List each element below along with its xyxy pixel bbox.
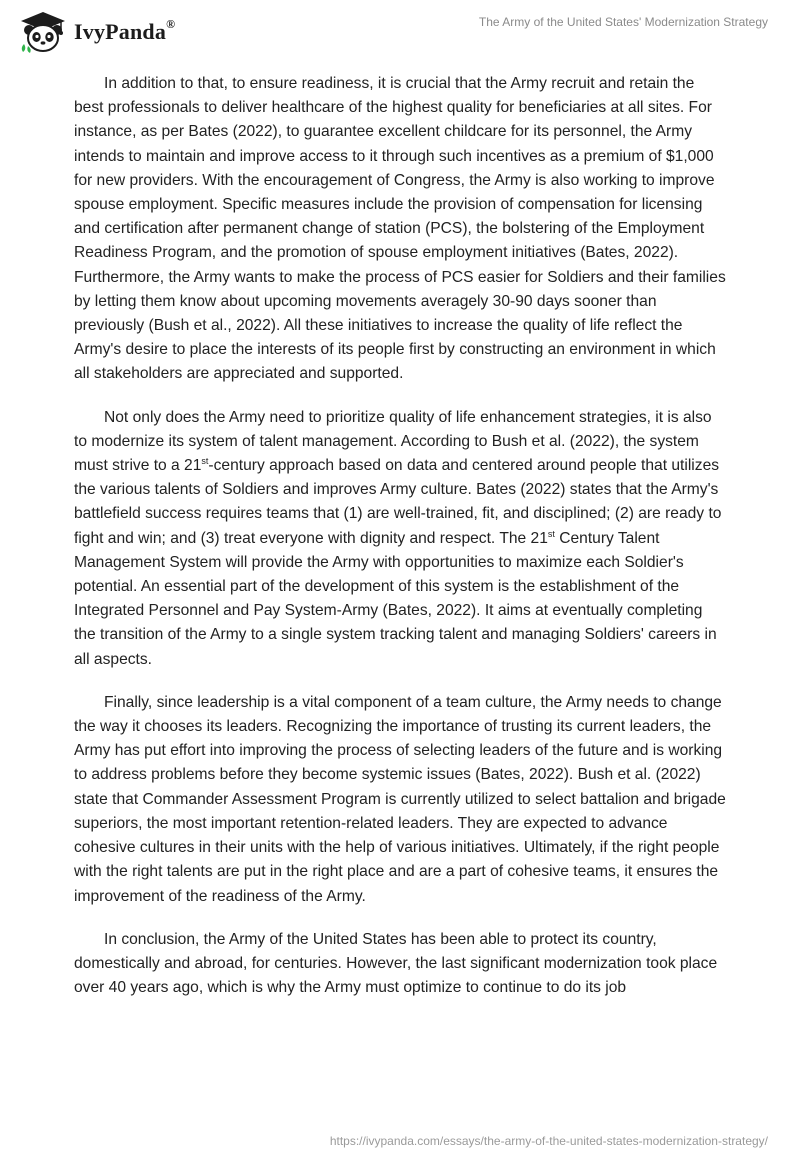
page-header bbox=[0, 0, 800, 60]
source-url-link[interactable]: https://ivypanda.com/essays/the-army-of-the-united-states-modernization-strategy/ bbox=[329, 1134, 768, 1148]
superscript-st: st bbox=[547, 528, 555, 539]
brand-name: IvyPanda® bbox=[74, 17, 176, 44]
ivypanda-logo[interactable] bbox=[18, 10, 175, 54]
essay-body bbox=[74, 72, 726, 1019]
paragraph-conclusion: In conclusion, the Army of the United States has been able to protect its country, domestically and abroad, for centuries. However, the last significant modernization took place over 40 years ago, which is why the Army must optimize to continue to do its job bbox=[74, 930, 718, 997]
paragraph-text: -century approach based on data and centered around people that utilizes the various talents of Soldiers and improves Army culture. Bates (2022) states that the Army's battlefield success requires teams that (1) are well-trained, fit, and disciplined; (2) are ready to fight and win; and (3) treat everyone with dignity and respect. The 21 bbox=[74, 457, 722, 547]
paragraph-talent-management bbox=[74, 406, 726, 672]
document-title: The Army of the United States' Modernization Strategy bbox=[478, 15, 768, 29]
paragraph-leadership: Finally, since leadership is a vital component of a team culture, the Army needs to change the way it chooses its leaders. Recognizing the importance of trusting its current leaders, the Army has put effort into improving the process of selecting leaders of the future and is working to address problems before they become systemic issues (Bates, 2022). Bush et al. (2022) state that Commander Assessment Program is currently utilized to select battalion and brigade superiors, the most important retention-related leaders. They are expected to advance cohesive cultures in their units with the help of various initiatives. Ultimately, if the right people with the right talents are put in the right place and are a part of cohesive teams, it ensures the improvement of the readiness of the Army. bbox=[74, 693, 726, 905]
registered-mark: ® bbox=[166, 17, 176, 31]
paragraph-text: Not only does the Army need to prioritize quality of life enhancement strategies, it is also to modernize its system of talent management. According to Bush et al. (2022), the system must strive to a 21 bbox=[74, 408, 712, 475]
panda-graduate-icon bbox=[18, 10, 68, 54]
paragraph-text: Century Talent Management System will provide the Army with opportunities to maximize each Soldier's potential. An essential part of the development of this system is the establishment of the Integrated Personnel and Pay System-Army (Bates, 2022). It aims at eventually completing the transition of the Army to a single system tracking talent and managing Soldiers' careers in all aspects. bbox=[74, 529, 717, 668]
superscript-st: st bbox=[201, 455, 209, 466]
paragraph-readiness: In addition to that, to ensure readiness, it is crucial that the Army recruit and retain the best professionals to deliver healthcare of the highest quality for beneficiaries at all sites. For instance, as per Bates (2022), to guarantee excellent childcare for its personnel, the Army intends to maintain and improve access to it through such incentives as a premium of $1,000 for new providers. With the encouragement of Congress, the Army is also working to improve spouse employment. Specific measures include the provision of compensation for licensing and certification after permanent change of station (PCS), the bolstering of the Employment Readiness Program, and the promotion of spouse employment initiatives (Bates, 2022). Furthermore, the Army wants to make the process of PCS easier for Soldiers and their families by letting them know about upcoming movements averagely 30-90 days sooner than previously (Bush et al., 2022). All these initiatives to increase the quality of life reflect the Army's desire to place the interests of its people first by constructing an environment in which all stakeholders are appreciated and supported. bbox=[74, 75, 726, 383]
